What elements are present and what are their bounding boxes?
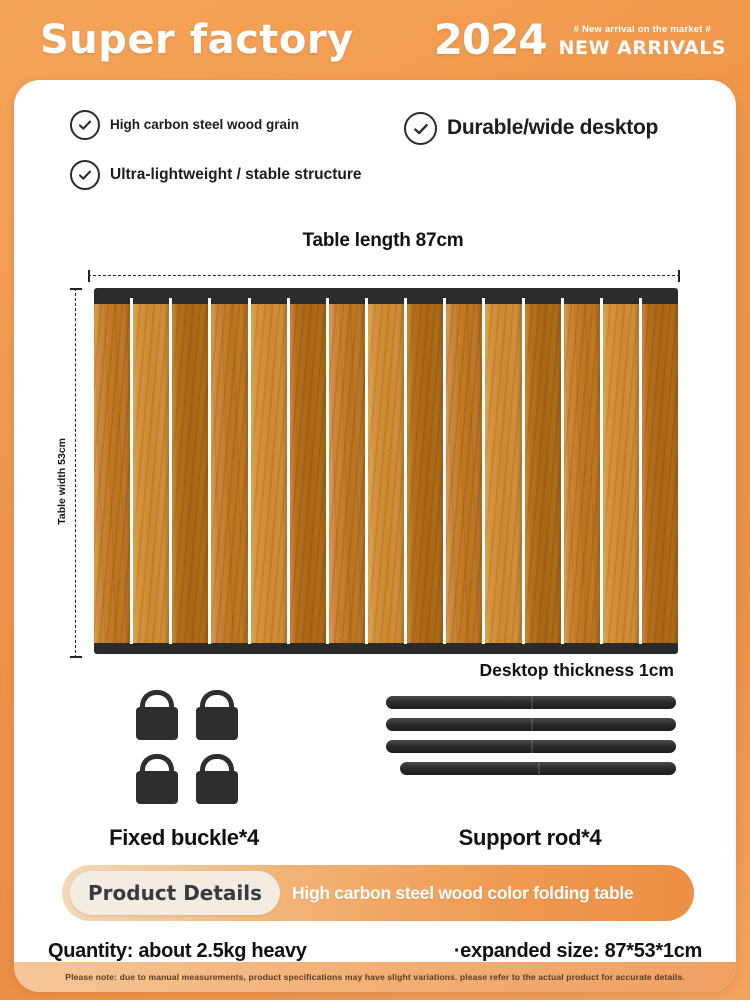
fixed-buckle-group — [134, 690, 240, 804]
check-circle-icon — [70, 160, 100, 190]
slat — [603, 296, 639, 651]
tabletop-back-rail — [94, 644, 678, 654]
buckle-part — [134, 754, 180, 804]
table-width-label: Table width 53cm — [56, 438, 68, 525]
slat — [407, 296, 443, 651]
slat — [94, 296, 130, 651]
product-details-bar — [62, 865, 694, 921]
slat — [211, 296, 247, 651]
slat — [329, 296, 365, 651]
disclaimer-note: Please note: due to manual measurements, product specifications may have slight variations. please refer to the actual product for accurate details. — [14, 962, 736, 992]
rod-part — [386, 718, 676, 731]
length-dimension-line — [88, 270, 680, 282]
buckle-part — [194, 754, 240, 804]
feature-label: Durable/wide desktop — [447, 116, 659, 140]
header-right-group — [433, 15, 726, 64]
poster-header — [0, 0, 750, 80]
slat — [368, 296, 404, 651]
expanded-size-label: ·expanded size: 87*53*1cm — [453, 940, 702, 962]
thickness-label: Desktop thickness 1cm — [479, 660, 674, 680]
tabletop-slats — [94, 296, 678, 651]
slat — [485, 296, 521, 651]
feature-item-3 — [14, 160, 736, 190]
feature-label: Ultra-lightweight / stable structure — [110, 166, 362, 184]
rod-part — [400, 762, 676, 775]
slat — [525, 296, 561, 651]
table-length-label: Table length 87cm — [302, 230, 464, 251]
product-diagram — [14, 230, 736, 962]
parts-captions — [14, 825, 736, 851]
slat — [564, 296, 600, 651]
features-list — [14, 110, 736, 190]
buckle-part — [194, 690, 240, 740]
rod-caption: Support rod*4 — [458, 825, 602, 850]
spec-row — [14, 940, 736, 963]
product-description: High carbon steel wood color folding table — [292, 882, 634, 903]
check-circle-icon — [70, 110, 100, 140]
quantity-label: Quantity: about 2.5kg heavy — [48, 940, 307, 962]
slat — [172, 296, 208, 651]
feature-label: High carbon steel wood grain — [110, 116, 300, 132]
buckle-part — [134, 690, 180, 740]
content-card — [14, 80, 736, 992]
slat — [251, 296, 287, 651]
brand-title: Super factory — [40, 17, 354, 63]
tagline-big: NEW ARRIVALS — [558, 37, 726, 59]
tagline-small: # New arrival on the market # — [573, 24, 711, 35]
product-details-pill[interactable]: Product Details — [70, 871, 280, 915]
slat — [446, 296, 482, 651]
buckle-caption: Fixed buckle*4 — [109, 825, 259, 850]
slat — [290, 296, 326, 651]
slat — [133, 296, 169, 651]
new-arrivals-group — [559, 24, 726, 61]
width-dimension-line — [56, 288, 82, 658]
check-circle-icon — [404, 112, 437, 145]
year-label: 2024 — [433, 15, 547, 64]
rod-part — [386, 740, 676, 753]
support-rod-group — [386, 696, 676, 775]
feature-item-2 — [404, 112, 658, 145]
slat — [642, 296, 678, 651]
rod-part — [386, 696, 676, 709]
